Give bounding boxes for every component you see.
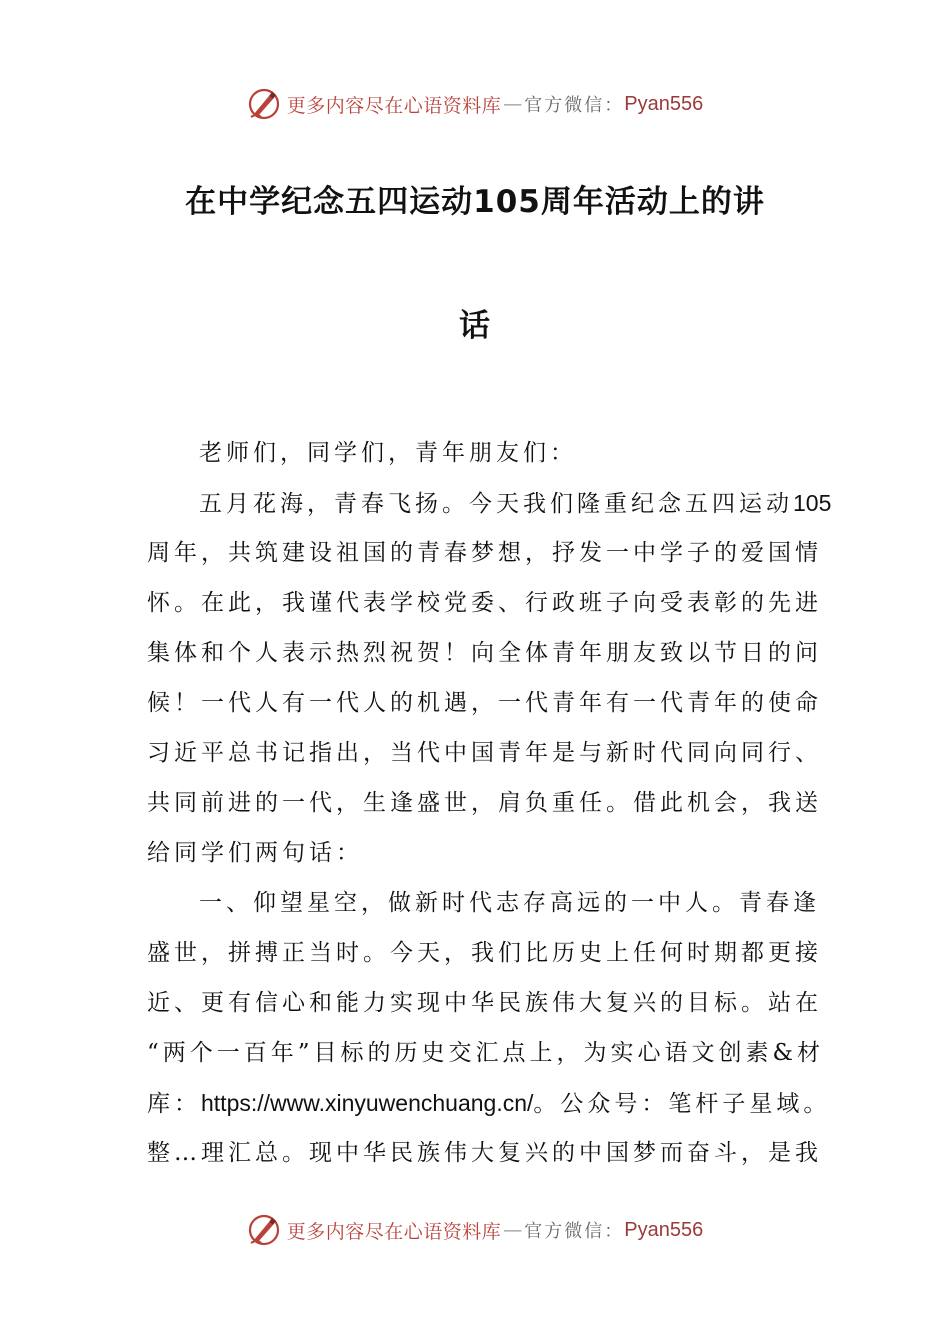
wechat-id: Pyan556 xyxy=(624,1218,704,1241)
text-segment: 。公众号：笔杆子星域。 xyxy=(533,1091,831,1117)
paragraph-1-line: 候！一代人有一代人的机遇，一代青年有一代青年的使命 xyxy=(147,690,822,716)
paragraph-1-line: 共同前进的一代，生逢盛世，肩负重任。借此机会，我送 xyxy=(147,790,822,816)
paragraph-1-line: 习近平总书记指出，当代中国青年是与新时代同向同行、 xyxy=(147,740,822,766)
text-segment: 五月花海，青春飞扬。今天我们隆重纪念五四运动 xyxy=(199,491,793,517)
paragraph-1-line: 周年，共筑建设祖国的青春梦想，抒发一中学子的爱国情 xyxy=(147,540,822,566)
pen-logo-icon xyxy=(247,1213,281,1247)
watermark-separator: — xyxy=(503,1219,523,1241)
paragraph-1-line: 集体和个人表示热烈祝贺！向全体青年朋友致以节日的问 xyxy=(147,640,822,666)
number-segment: 105 xyxy=(793,490,832,516)
watermark-text: 更多内容尽在心语资料库 xyxy=(286,1220,502,1243)
paragraph-1-line: 怀。在此，我谨代表学校党委、行政班子向受表彰的先进 xyxy=(147,590,822,616)
paragraph-2-line: 盛世，拼搏正当时。今天，我们比历史上任何时期都更接 xyxy=(147,940,822,966)
paragraph-2-line: 整…理汇总。现中华民族伟大复兴的中国梦而奋斗，是我 xyxy=(147,1140,822,1166)
text-segment: 库： xyxy=(147,1091,201,1117)
wechat-id: Pyan556 xyxy=(624,92,704,115)
header-watermark xyxy=(0,84,950,124)
document-title-line-2: 话 xyxy=(459,308,491,344)
paragraph-1-line: 给同学们两句话： xyxy=(147,840,363,866)
speech-body xyxy=(147,428,837,1178)
paragraph-2-line: “两个一百年”目标的历史交汇点上，为实心语文创素&材 xyxy=(147,1040,824,1066)
greeting-line: 老师们，同学们，青年朋友们： xyxy=(199,440,577,466)
document-title-line-1: 在中学纪念五四运动105周年活动上的讲 xyxy=(185,184,765,220)
pen-logo-icon xyxy=(247,87,281,121)
wechat-label: 官方微信： xyxy=(524,95,625,116)
watermark-separator: — xyxy=(503,93,523,115)
wechat-label: 官方微信： xyxy=(524,1221,625,1242)
watermark-text: 更多内容尽在心语资料库 xyxy=(286,94,502,117)
footer-watermark xyxy=(0,1210,950,1250)
paragraph-2-line: 一、仰望星空，做新时代志存高远的一中人。青春逢 xyxy=(199,890,820,916)
paragraph-2-line: 近、更有信心和能力实现中华民族伟大复兴的目标。站在 xyxy=(147,990,822,1016)
website-link[interactable]: https://www.xinyuwenchuang.cn/ xyxy=(201,1090,534,1116)
paragraph-2-line xyxy=(147,1078,837,1128)
paragraph-1-line xyxy=(147,478,837,528)
